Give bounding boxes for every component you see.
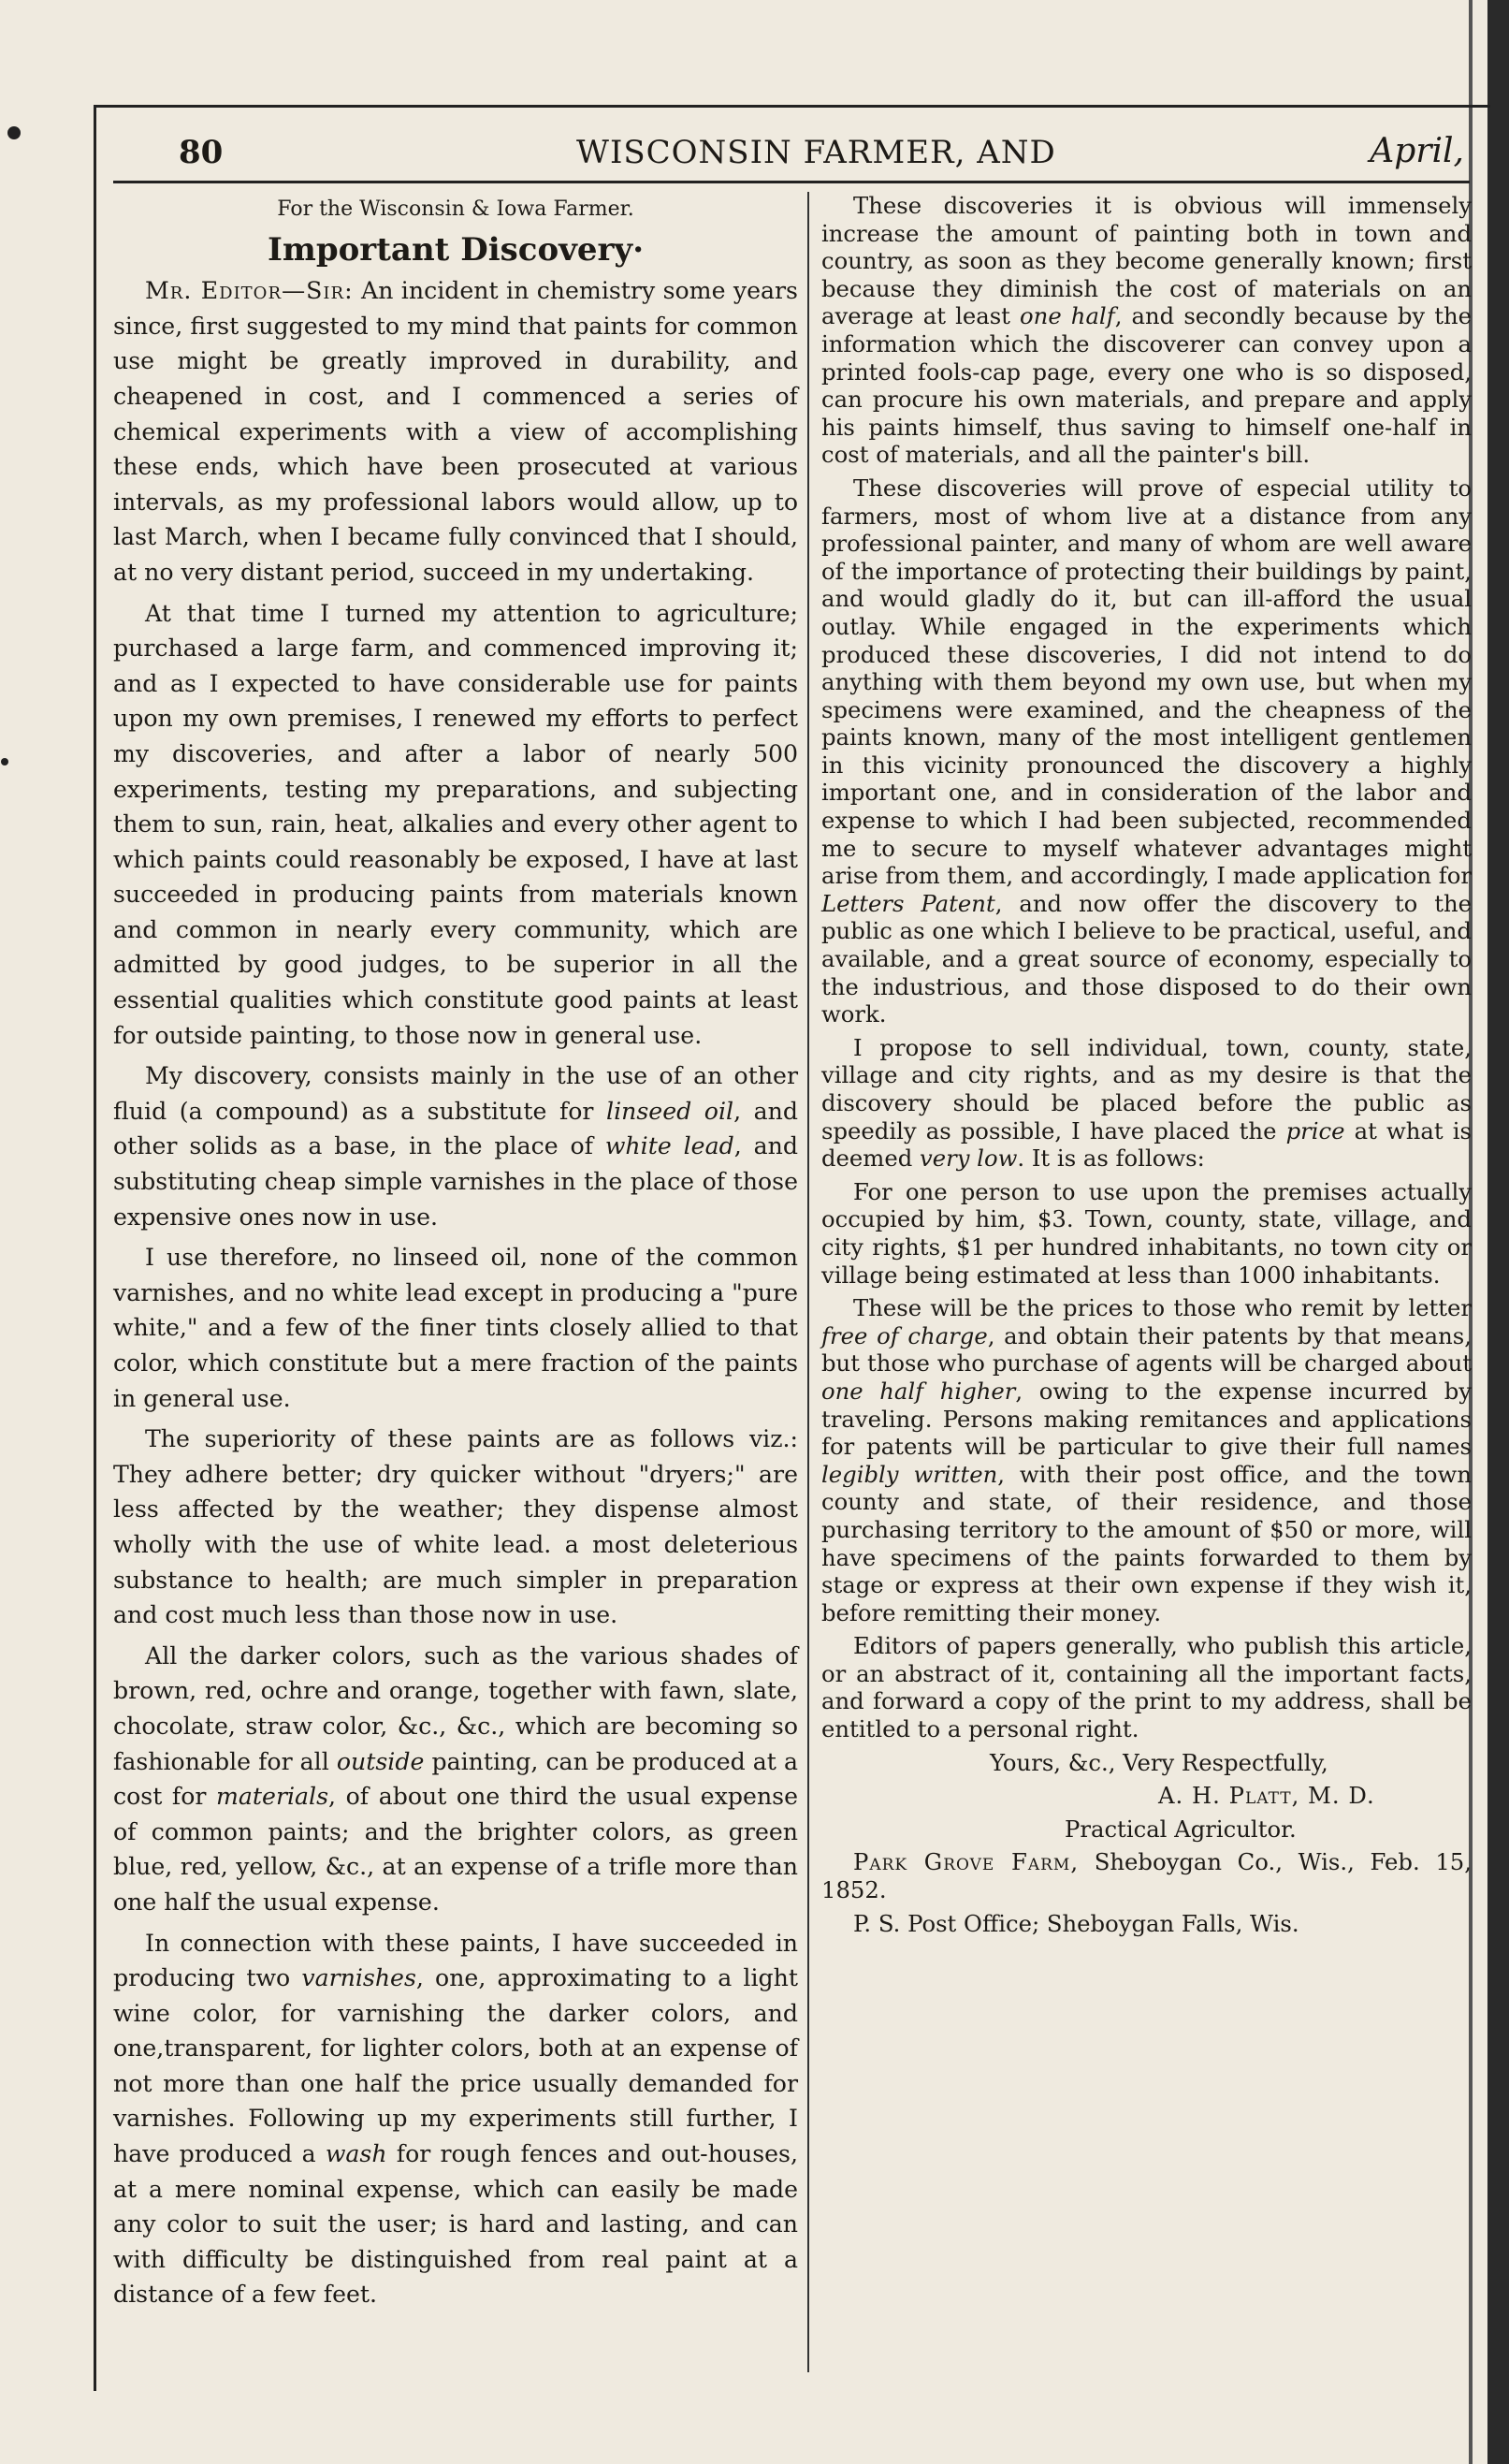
postscript: P. S. Post Office; Sheboygan Falls, Wis. (853, 1909, 1299, 1937)
ink-spot (7, 126, 21, 139)
text-run: for rough fences and out-houses, at a mere nominal expense, which can easily be made any color to suit the user; is hard and lasting, and can with difficulty be distinguished from real paint at a distance of a few feet. (113, 2140, 798, 2309)
paragraph-11: For one person to use upon the premises actually occupied by him, $3. Town, county, state, village, and city rights, $1 per hundred inhabitants, no town city or village being estimated at less than 1000 inhabitants. (821, 1177, 1472, 1289)
page-edge (1487, 0, 1509, 2464)
closing: Yours, &c., Very Respectfully, (990, 1748, 1328, 1776)
issue-month: April, (1370, 132, 1464, 170)
text-run-italic: one half higher (821, 1377, 1016, 1405)
location-date: Sheboygan Co., Wis., Feb. 15, 1852. (821, 1848, 1472, 1904)
dateline (821, 1848, 1472, 1903)
page-number: 80 (179, 134, 224, 171)
text-run-italic: outside (336, 1747, 425, 1775)
text-run: , and obtain their patents by that means, but those who purchase of agents will be charged about (821, 1321, 1472, 1378)
text-run: , and secondly because by the information which the discoverer can convey upon a printed fools-cap page, every one who is so disposed, can procure his own materials, and prepare and apply his paints himself, thus saving to himself one-half in cost of materials, and all the painter's bill. (821, 302, 1472, 469)
paragraph-3 (113, 1058, 798, 1234)
paragraph-12 (821, 1294, 1472, 1626)
text-run-italic: free of charge (821, 1321, 988, 1349)
text-run: at what is deemed (821, 1116, 1472, 1173)
text-run: My discovery, consists mainly in the use of an other fluid (a compound) as a substitute for (113, 1062, 798, 1125)
column-divider (807, 192, 809, 2372)
text-run: , owing to the expense incurred by traveling. Persons making remitances and applications for patents will be particular to give their full names (821, 1377, 1472, 1461)
text-run-italic: white lead (604, 1132, 734, 1160)
text-run: , of about one third the usual expense of common paints; and the brighter colors, as green blue, red, yellow, &c., at an expense of a trifle more than one half the usual expense. (113, 1783, 798, 1916)
text-run: In connection with these paints, I have succeeded in producing two (113, 1929, 798, 1992)
publication-title: WISCONSIN FARMER, AND (576, 134, 1056, 171)
article-kicker: For the Wisconsin & Iowa Farmer. (277, 197, 634, 221)
text-run: All the darker colors, such as the various shades of brown, red, ochre and orange, together with fawn, slate, chocolate, straw color, &c., &c., which are becoming so fashionable for all (113, 1641, 798, 1775)
text-run: I propose to sell individual, town, county, state, village and city rights, and as my desire is that the discovery should be placed before the public as speedily as possible, I have placed the (821, 1033, 1472, 1145)
paragraph-6 (113, 1639, 798, 1920)
text-run: , and substituting cheap simple varnishes in the place of those expensive ones now in use. (113, 1132, 798, 1231)
paragraph-1-text: An incident in chemistry some years since, first suggested to my mind that paints for common use might be greatly improved in durability, and cheapened in cost, and I commenced a series of chemical experiments with a view of accomplishing these ends, which have been prosecuted at various intervals, as my professional labors would allow, up to last March, when I became fully convinced that I should, at no very distant period, succeed in my undertaking. (113, 277, 798, 586)
text-run-italic: legibly written (821, 1460, 998, 1488)
paragraph-8 (821, 192, 1472, 469)
text-run: , and now offer the discovery to the public as one which I believe to be practical, useful, and available, and a great source of economy, especially to the industrious, and those disposed to do their own work. (821, 889, 1472, 1028)
salutation: Mr. Editor—Sir: (145, 277, 354, 305)
paragraph-4: I use therefore, no linseed oil, none of the common varnishes, and no white lead except in producing a "pure white," and a few of the finer tints closely allied to that color, which constitute but a mere fraction of the paints in general use. (113, 1244, 798, 1412)
text-run: These will be the prices to those who remit by letter (853, 1294, 1472, 1322)
article-column-left (113, 192, 798, 2318)
text-run-italic: linseed oil (606, 1097, 734, 1125)
paragraph-1 (113, 273, 798, 590)
text-run: . It is as follows: (1017, 1145, 1205, 1173)
text-run-italic: Letters Patent (821, 889, 995, 917)
newspaper-page (94, 105, 1490, 2391)
text-run: , with their post office, and the town county and state, of their residence, and those purchasing territory to the amount of $50 or more, will have specimens of the paints forwarded to them by stage or express at their own expense if they wish it, before remitting their money. (821, 1460, 1472, 1626)
text-run: , one, approximating to a light wine color, for varnishing the darker colors, and one,transparent, for lighter colors, both at an expense of not more than one half the price usually demanded for varnishes. Following up my experiments still further, I have produced a (113, 1964, 798, 2168)
text-run-italic: very low (920, 1145, 1018, 1173)
page-header (113, 124, 1470, 183)
paragraph-7 (113, 1926, 798, 2313)
text-run-italic: wash (325, 2140, 387, 2168)
text-run-italic: varnishes (301, 1964, 416, 1992)
paragraph-2: At that time I turned my attention to agriculture; purchased a large farm, and commenced improving it; and as I expected to have considerable use for paints upon my own premises, I renewed my efforts to perfect my discoveries, and after a labor of nearly 500 experiments, testing my preparations, and subjecting them to sun, rain, heat, alkalies and every other agent to which paints could reasonably be exposed, I have at last succeeded in producing paints from materials known and common in nearly every community, which are admitted by good judges, to be superior in all the essential qualities which constitute good paints at least for outside painting, to those now in general use. (113, 599, 798, 1049)
signer-title: Practical Agricultor. (1065, 1815, 1297, 1843)
text-run: These discoveries it is obvious will immensely increase the amount of painting both in town and country, as soon as they become generally known; first because they diminish the cost of materials on an average at least (821, 192, 1472, 330)
ink-spot (1, 758, 8, 765)
paragraph-10 (821, 1034, 1472, 1173)
paragraph-13: Editors of papers generally, who publish this article, or an abstract of it, containing all the important facts, and forward a copy of the print to my address, shall be entitled to a personal right. (821, 1632, 1472, 1743)
article-headline: Important Discovery· (267, 230, 645, 269)
text-run-italic: materials (216, 1783, 329, 1811)
paragraph-5: The superiority of these paints are as follows viz.: They adhere better; dry quicker without "dryers;" are less affected by the weather; they dispense almost wholly with the use of white lead. a most deleterious substance to health; are much simpler in preparation and cost much less than those now in use. (113, 1425, 798, 1629)
text-run-italic: price (1285, 1116, 1345, 1145)
signer-name: A. H. Platt, M. D. (1158, 1782, 1375, 1810)
text-run-italic: one half (1020, 302, 1115, 330)
text-run: , and other solids as a base, in the place of (113, 1097, 799, 1160)
text-run: These discoveries will prove of especial utility to farmers, most of whom live at a distance from any professional painter, and many of whom are well aware of the importance of protecting their buildings by paint, and would gladly do it, but can ill-afford the usual outlay. While engaged in the experiments which produced these discoveries, I did not intend to do anything with them beyond my own use, but when my specimens were examined, and the cheapness of the paints known, many of the most intelligent gentlemen in this vicinity pronounced the discovery a highly important one, and in consideration of the labor and expense to which I had been subjected, recommended me to secure to myself whatever advantages might arise from them, and accordingly, I made application for (821, 474, 1472, 890)
paragraph-9 (821, 474, 1472, 1028)
text-run: painting, can be produced at a cost for (113, 1747, 798, 1811)
farm-name: Park Grove Farm, (853, 1848, 1080, 1876)
article-column-right (821, 192, 1472, 1943)
